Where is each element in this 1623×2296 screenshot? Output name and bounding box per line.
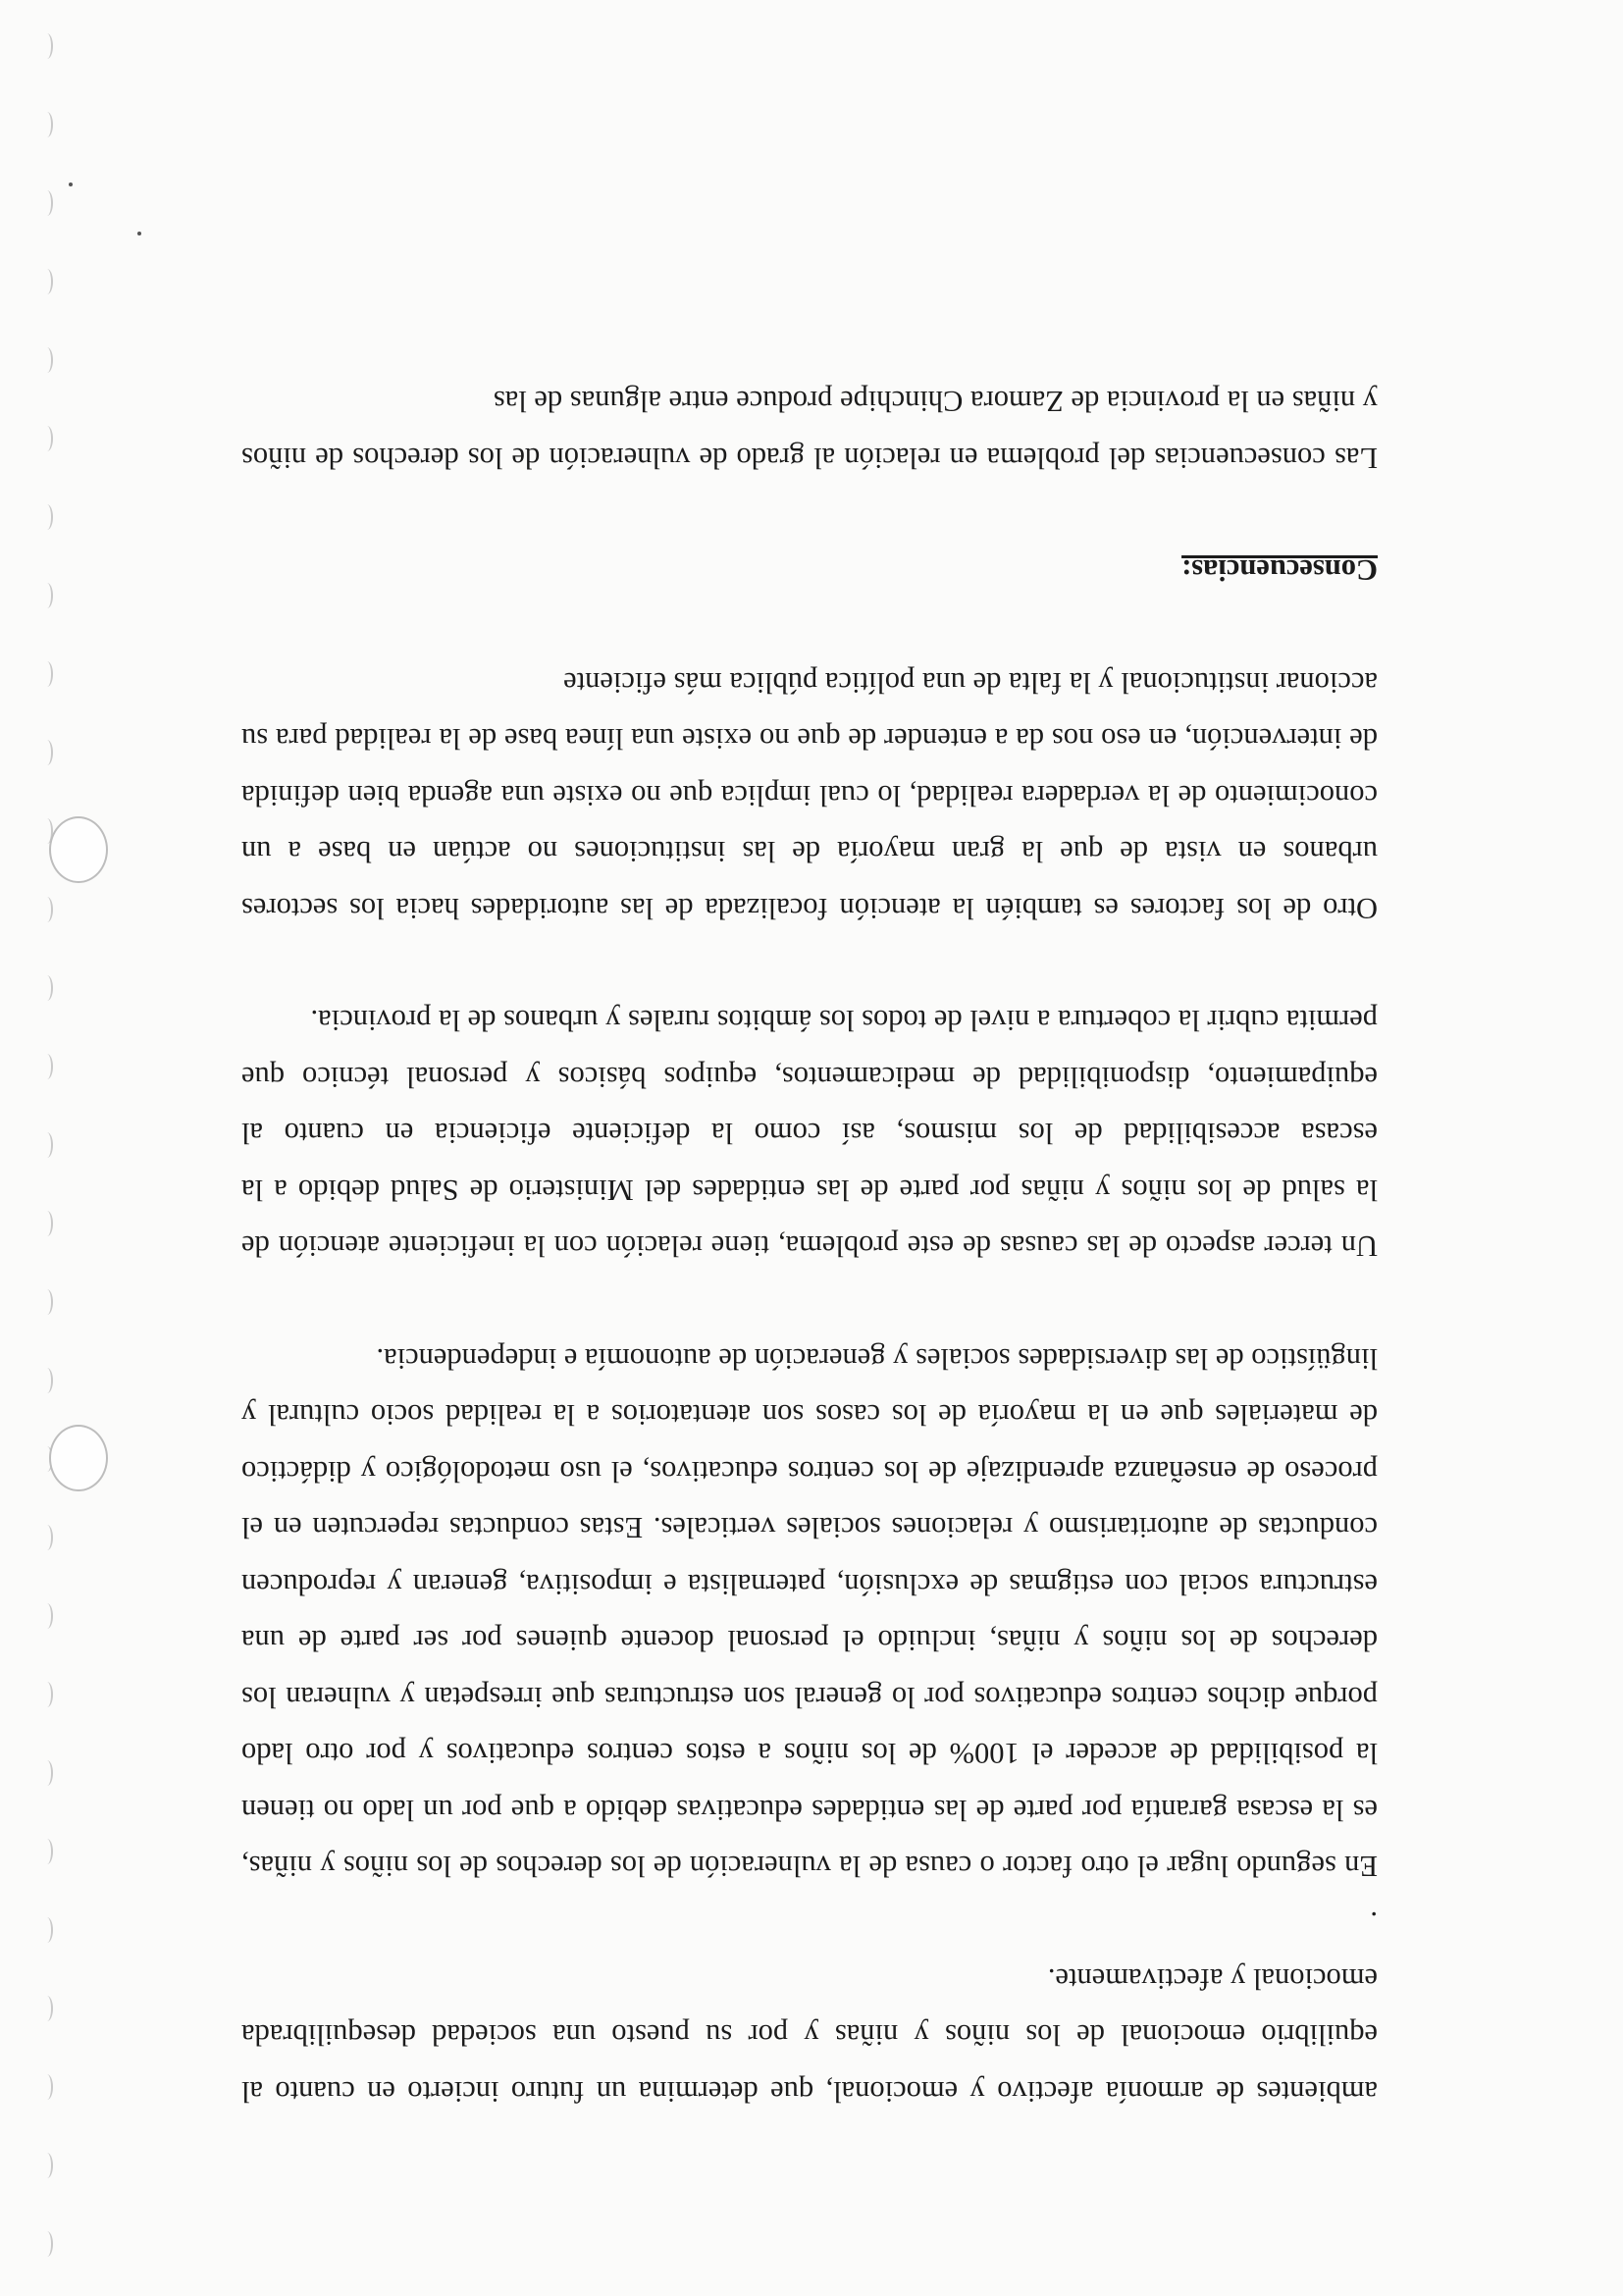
punch-hole-upper: [49, 1425, 108, 1491]
paragraph-otro-factor: Otro de los factores es también la atención focalizada de las autoridades hacia los sectores urbanos en vista de que la gran mayoría de las instituciones no actúan en base a un conocimiento de la verdadera realidad, lo cual implica que no existe una agenda bien definida de intervención, en eso nos da a entender de que no existe una línea base de la realidad para su accionar institucional y la falta de una política pública más eficiente: [241, 666, 1378, 925]
punch-hole-lower: [49, 816, 108, 883]
paragraph-segundo-lugar: En segundo lugar el otro factor o causa de la vulneración de los derechos de los niños y niñas, es la escasa garantía por parte de las entidades educativas debido a que por un lado no tienen la posibilidad de acceder el 100% de los niños a estos centros educativos y por otro lado porque dichos centros educativos por lo general son estructuras que irrespetan y vulneran los derechos de los niños y niñas, incluido el personal docente quienes por ser parte de una estructura social con estigmas de exclusión, paternalista e impositiva, generan y reproducen conductas de autoritarismo y relaciones sociales verticales. Estas conductas repercuten en el proceso de enseñanza aprendizaje de los centros educativos, el uso metodológico y didáctico de materiales que en la mayoría de los casos son atentatorios a la realidad socio cultural y lingüístico de las diversidades sociales y generación de autonomía e independencia.: [241, 1342, 1378, 1884]
heading-consecuencias: Consecuencias:: [1181, 553, 1378, 588]
stray-dot: .: [1370, 1905, 1378, 1940]
paragraph-tercer-aspecto: Un tercer aspecto de las causas de este problema, tiene relación con la ineficiente atención de la salud de los niños y niñas por parte de las entidades del Ministerio de Salud debido a la escasa accesibilidad de los mismos, así como la deficiente eficiencia en cuanto al equipamiento, disponibilidad de medicamentos, equipos básicos y personal técnico que permita cubrir la cobertura a nivel de todos los ámbitos rurales y urbanos de la provincia.: [241, 1004, 1378, 1264]
document-body: [241, 317, 1378, 2119]
scan-speck: [137, 232, 141, 235]
paragraph-ambientes: ambientes de armonía afectivo y emocional, que determina un futuro incierto en cuanto al equilibrio emocional de los niños y niñas y por su puesto una sociedad desequilibrada emocional y afectivamente.: [241, 1962, 1378, 2109]
paragraph-consecuencias: Las consecuencias del problema en relación al grado de vulneración de los derechos de niños y niñas en la provincia de Zamora Chinchipe produce entre algunas de las: [241, 385, 1378, 475]
binder-margin: [0, 0, 69, 2296]
scan-speck: [69, 183, 73, 186]
